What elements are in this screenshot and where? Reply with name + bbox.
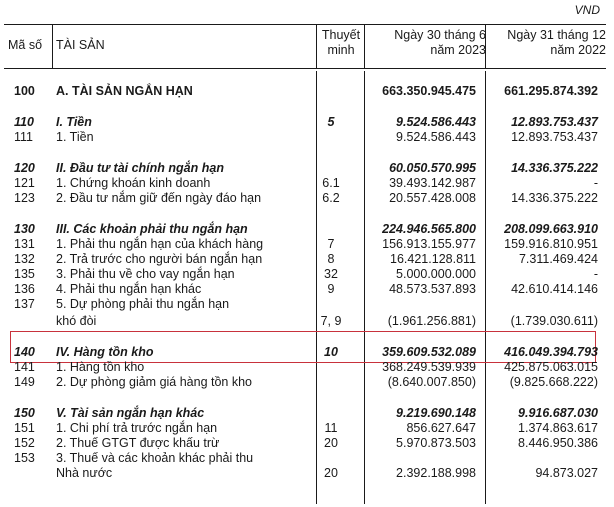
table-row [4, 84, 606, 99]
cell-v2: 14.336.375.222 [511, 191, 598, 205]
table-row [4, 267, 606, 282]
cell-v2: 12.893.753.437 [511, 115, 598, 129]
header-col2-line1: Ngày 31 tháng 12 [507, 28, 606, 42]
header-col2-line2: năm 2022 [550, 43, 606, 57]
table-row [4, 345, 606, 360]
cell-v1: 224.946.565.800 [382, 222, 476, 236]
cell-code: 151 [14, 421, 35, 435]
cell-v1: (1.961.256.881) [387, 314, 476, 328]
cell-v2: 14.336.375.222 [511, 161, 598, 175]
cell-v1: (8.640.007.850) [387, 375, 476, 389]
cell-v1: 9.524.586.443 [396, 130, 476, 144]
cell-v1: 359.609.532.089 [382, 345, 476, 359]
cell-v2: (1.739.030.611) [510, 314, 598, 328]
cell-name: 3. Phải thu về cho vay ngắn hạn [56, 267, 235, 281]
cell-code: 136 [14, 282, 35, 296]
table-row [4, 466, 606, 481]
cell-code: 132 [14, 252, 35, 266]
cell-v1: 20.557.428.008 [389, 191, 476, 205]
cell-name: khó đòi [56, 314, 97, 328]
cell-note: 5 [327, 115, 335, 129]
cell-v2: 661.295.874.392 [504, 84, 598, 98]
cell-note: 20 [324, 436, 338, 450]
cell-name: 4. Phải thu ngắn hạn khác [56, 282, 202, 296]
cell-code: 153 [14, 451, 35, 465]
cell-v2: 7.311.469.424 [518, 252, 598, 266]
header-col1-line1: Ngày 30 tháng 6 [394, 28, 486, 42]
cell-name: 1. Hàng tồn kho [56, 360, 145, 374]
cell-v2: 1.374.863.617 [518, 421, 598, 435]
header-top-rule [4, 24, 606, 25]
currency-label: VND [574, 3, 600, 17]
cell-v2: 159.916.810.951 [504, 237, 598, 251]
cell-name: I. Tiền [56, 115, 92, 129]
table-row [4, 237, 606, 252]
cell-v1: 368.249.539.939 [382, 360, 476, 374]
cell-v1: 5.970.873.503 [396, 436, 476, 450]
header-col1-line2: năm 2023 [430, 43, 486, 57]
table-row [4, 406, 606, 421]
cell-v2: - [593, 176, 598, 190]
cell-code: 120 [14, 161, 35, 175]
table-row [4, 115, 606, 130]
cell-name: II. Đầu tư tài chính ngắn hạn [56, 161, 224, 175]
cell-note: 7 [327, 237, 335, 251]
cell-name: 2. Dự phòng giảm giá hàng tồn kho [56, 375, 253, 389]
cell-v1: 663.350.945.475 [382, 84, 476, 98]
table-row [4, 282, 606, 297]
cell-name: IV. Hàng tồn kho [56, 345, 154, 359]
cell-v1: 856.627.647 [406, 421, 476, 435]
cell-code: 150 [14, 406, 35, 420]
cell-v2: 42.610.414.146 [511, 282, 598, 296]
cell-v1: 60.050.570.995 [389, 161, 476, 175]
cell-v1: 2.392.188.998 [396, 466, 476, 480]
header-asset: TÀI SẢN [56, 38, 105, 52]
cell-note: 6.2 [322, 191, 340, 205]
header-code: Mã số [8, 38, 43, 52]
cell-v2: 208.099.663.910 [504, 222, 598, 236]
table-header [4, 26, 606, 68]
cell-code: 111 [14, 130, 34, 144]
header-note-line1: Thuyết [321, 28, 361, 42]
cell-code: 137 [14, 297, 35, 311]
cell-v2: - [593, 267, 598, 281]
cell-v2: (9.825.668.222) [509, 375, 598, 389]
cell-name: 1. Chi phí trả trước ngắn hạn [56, 421, 218, 435]
table-row [4, 297, 606, 312]
table-row [4, 130, 606, 145]
table-row [4, 161, 606, 176]
cell-code: 121 [14, 176, 35, 190]
cell-note: 7, 9 [320, 314, 342, 328]
cell-v2: 94.873.027 [535, 466, 598, 480]
cell-name: 5. Dự phòng phải thu ngắn hạn [56, 297, 230, 311]
cell-note: 20 [324, 466, 338, 480]
cell-code: 130 [14, 222, 35, 236]
cell-name: 2. Đầu tư nắm giữ đến ngày đáo hạn [56, 191, 262, 205]
cell-name: 1. Phải thu ngắn hạn của khách hàng [56, 237, 264, 251]
cell-name: 2. Trả trước cho người bán ngắn hạn [56, 252, 263, 266]
cell-name: III. Các khoản phải thu ngắn hạn [56, 222, 248, 236]
table-row [4, 252, 606, 267]
cell-name: 1. Chứng khoán kinh doanh [56, 176, 211, 190]
table-row [4, 222, 606, 237]
cell-v1: 9.524.586.443 [396, 115, 476, 129]
cell-note: 9 [327, 282, 335, 296]
cell-name: 2. Thuế GTGT được khấu trừ [56, 436, 220, 450]
cell-v1: 9.219.690.148 [396, 406, 476, 420]
cell-note: 8 [327, 252, 335, 266]
cell-v2: 12.893.753.437 [511, 130, 598, 144]
cell-v2: 416.049.394.793 [504, 345, 598, 359]
cell-v1: 48.573.537.893 [389, 282, 476, 296]
cell-v1: 39.493.142.987 [389, 176, 476, 190]
table-row [4, 421, 606, 436]
table-row [4, 375, 606, 390]
cell-code: 149 [14, 375, 35, 389]
cell-name: 1. Tiền [56, 130, 94, 144]
cell-v1: 16.421.128.811 [390, 252, 476, 266]
cell-name: Nhà nước [56, 466, 113, 480]
cell-note: 32 [324, 267, 338, 281]
cell-note: 10 [324, 345, 338, 359]
header-bottom-rule [4, 68, 606, 69]
cell-v2: 425.875.063.015 [504, 360, 598, 374]
cell-code: 100 [14, 84, 35, 98]
cell-name: V. Tài sản ngắn hạn khác [56, 406, 205, 420]
cell-code: 131 [14, 237, 35, 251]
cell-v1: 5.000.000.000 [396, 267, 476, 281]
header-note-line2: minh [327, 43, 355, 57]
table-row [4, 191, 606, 206]
cell-code: 152 [14, 436, 35, 450]
cell-v2: 9.916.687.030 [518, 406, 598, 420]
cell-name: 3. Thuế và các khoản khác phải thu [56, 451, 254, 465]
cell-note: 6.1 [322, 176, 340, 190]
table-row [4, 451, 606, 466]
table-row [4, 436, 606, 451]
table-row [4, 176, 606, 191]
cell-v1: 156.913.155.977 [382, 237, 476, 251]
table-row [4, 360, 606, 375]
cell-code: 140 [14, 345, 35, 359]
table-row [4, 314, 606, 329]
cell-code: 110 [14, 115, 34, 129]
cell-note: 11 [324, 421, 338, 435]
cell-code: 141 [14, 360, 35, 374]
cell-name: A. TÀI SẢN NGẮN HẠN [56, 84, 193, 98]
cell-v2: 8.446.950.386 [518, 436, 598, 450]
cell-code: 123 [14, 191, 35, 205]
cell-code: 135 [14, 267, 35, 281]
